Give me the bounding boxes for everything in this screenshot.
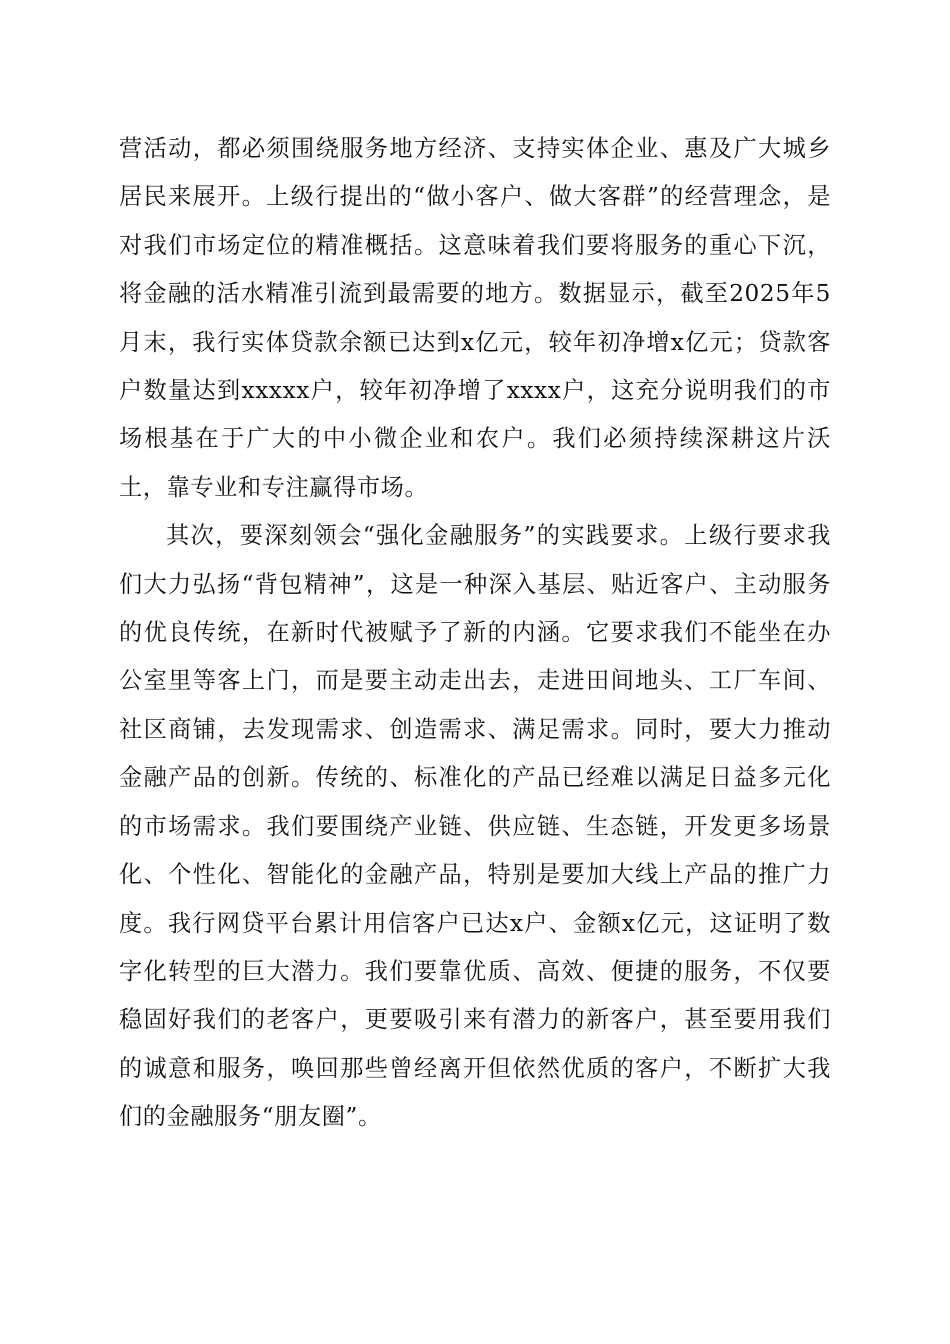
document-body — [119, 125, 831, 1142]
paragraph-2: 其次，要深刻领会“强化金融服务”的实践要求。上级行要求我们大力弘扬“背包精神”，这是一种深入基层、贴近客户、主动服务的优良传统，在新时代被赋予了新的内涵。它要求我们不能坐在办公室里等客上门，而是要主动走出去，走进田间地头、工厂车间、社区商铺，去发现需求、创造需求、满足需求。同时，要大力推动金融产品的创新。传统的、标准化的产品已经难以满足日益多元化的市场需求。我们要围绕产业链、供应链、生态链，开发更多场景化、个性化、智能化的金融产品，特别是要加大线上产品的推广力度。我行网贷平台累计用信客户已达x户、金额x亿元，这证明了数字化转型的巨大潜力。我们要靠优质、高效、便捷的服务，不仅要稳固好我们的老客户，更要吸引来有潜力的新客户，甚至要用我们的诚意和服务，唤回那些曾经离开但依然优质的客户，不断扩大我们的金融服务“朋友圈”。 — [119, 522, 831, 1131]
paragraph-1: 营活动，都必须围绕服务地方经济、支持实体企业、惠及广大城乡居民来展开。上级行提出的“做小客户、做大客群”的经营理念，是对我们市场定位的精准概括。这意味着我们要将服务的重心下沉，将金融的活水精准引流到最需要的地方。数据显示，截至2025年5月末，我行实体贷款余额已达到x亿元，较年初净增x亿元；贷款客户数量达到xxxxx户，较年初净增了xxxx户，这充分说明我们的市场根基在于广大的中小微企业和农户。我们必须持续深耕这片沃土，靠专业和专注赢得市场。 — [119, 135, 831, 501]
